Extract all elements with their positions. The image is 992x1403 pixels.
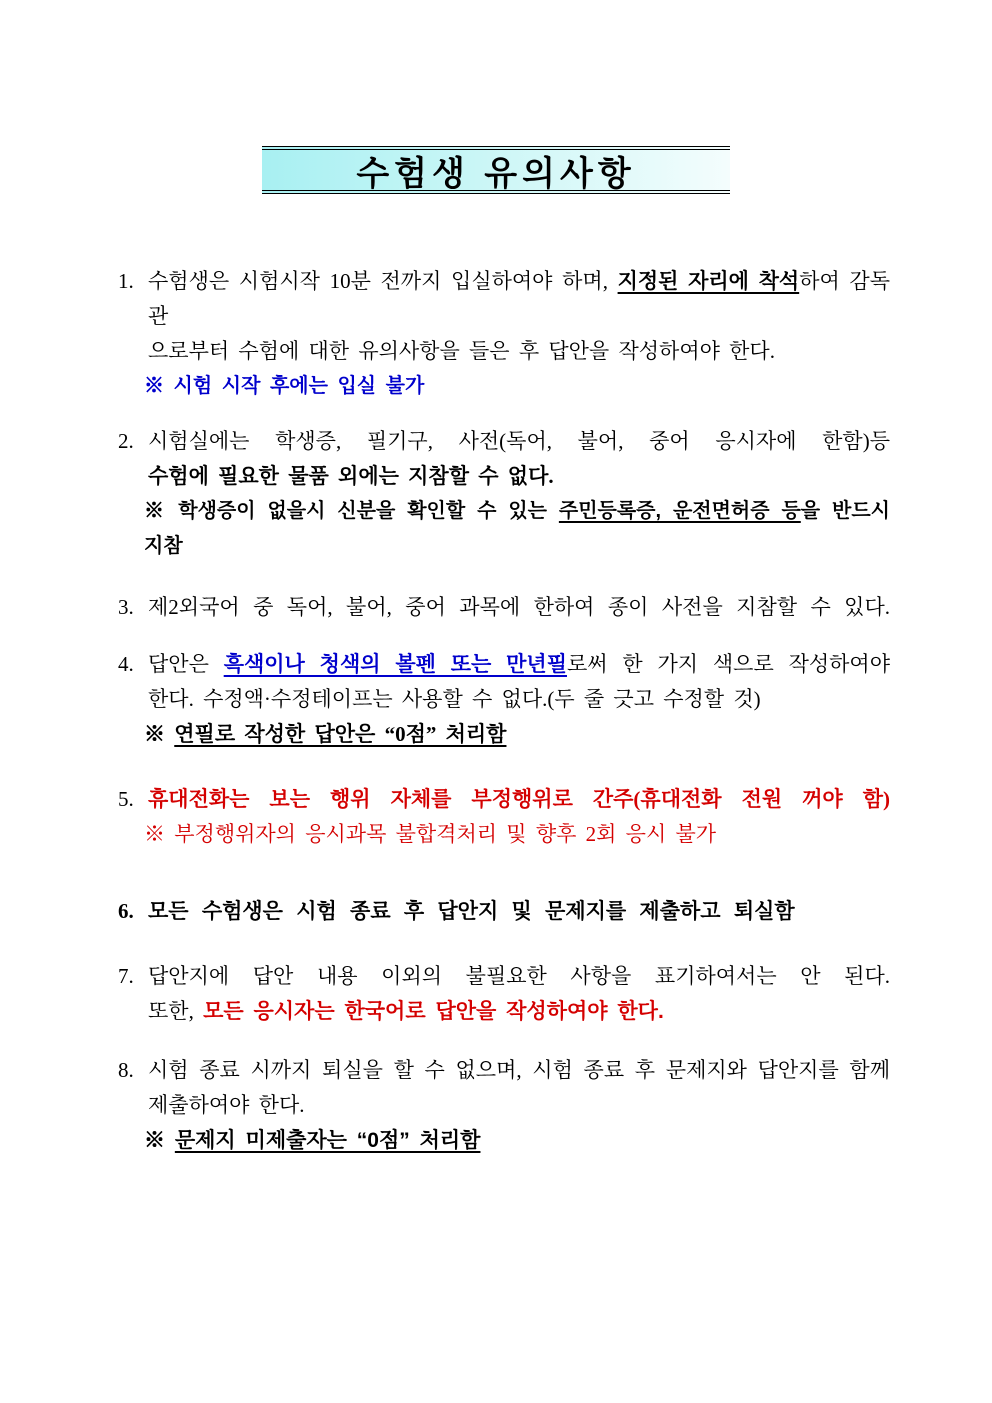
item-number: 6. (118, 899, 134, 923)
notice-item-4 (118, 647, 890, 752)
item-text-line: 시험실에는 학생증, 필기구, 사전(독어, 불어, 중어 응시자에 한함)등 (148, 429, 890, 453)
text-segment: 답안은 (148, 652, 224, 676)
item-text-line: 으로부터 수험에 대한 유의사항을 들은 후 답안을 작성하여야 한다. (148, 339, 775, 363)
item-text-line: 제2외국어 중 독어, 불어, 중어 과목에 한하여 종이 사전을 지참할 수 있다. (148, 595, 890, 619)
item-note: ※ 시험 시작 후에는 입실 불가 (144, 375, 425, 397)
item-note (144, 717, 890, 752)
text-segment: 을 반드시 지참 (144, 500, 890, 557)
item-number: 7. (118, 964, 134, 988)
item-text-line (148, 264, 890, 334)
item-text-line: 모든 수험생은 시험 종료 후 답안지 및 문제지를 제출하고 퇴실함 (148, 899, 795, 923)
item-number: 2. (118, 429, 134, 453)
emphasis-segment: 지정된 자리에 착석 (617, 269, 800, 293)
note-marker: ※ (144, 1129, 175, 1152)
page-title: 수험생 유의사항 (356, 154, 636, 193)
item-text-line (148, 647, 890, 682)
item-text-line: 답안지에 답안 내용 이외의 불필요한 사항을 표기하여서는 안 된다. (148, 964, 890, 988)
text-segment: 또한, (148, 999, 204, 1023)
emphasis-segment: 모든 응시자는 한국어로 답안을 작성하여야 한다. (203, 1000, 664, 1023)
notice-item-8 (118, 1053, 890, 1158)
notice-item-3 (118, 590, 890, 625)
notice-list (118, 264, 890, 1158)
item-note (144, 494, 890, 564)
item-text-line: 휴대전화는 보는 행위 자체를 부정행위로 간주(휴대전화 전원 꺼야 함) (148, 787, 890, 811)
item-number: 1. (118, 269, 134, 293)
item-number: 5. (118, 787, 134, 811)
notice-item-2 (118, 424, 890, 564)
item-text-line: 시험 종료 시까지 퇴실을 할 수 없으며, 시험 종료 후 문제지와 답안지를 함께 (148, 1058, 890, 1082)
text-segment: 하여 감독관 (148, 269, 890, 328)
text-segment: 로써 한 가지 색으로 작성하여야 (566, 652, 890, 676)
notice-item-5 (118, 782, 890, 852)
item-text-line: 제출하여야 한다. (148, 1093, 305, 1117)
item-number: 3. (118, 595, 134, 619)
item-text-line: 한다. 수정액·수정테이프는 사용할 수 없다.(두 줄 긋고 수정할 것) (148, 687, 761, 711)
text-segment: 수험생은 시험시작 10분 전까지 입실하여야 하며, (148, 269, 618, 293)
item-number: 8. (118, 1058, 134, 1082)
item-number: 4. (118, 652, 134, 676)
underline-segment: 주민등록증, 운전면허증 등 (558, 500, 801, 522)
emphasis-segment: 흑색이나 청색의 볼펜 또는 만년필 (223, 652, 567, 676)
item-text-line (148, 994, 890, 1029)
notice-item-7 (118, 959, 890, 1029)
item-note (144, 1123, 890, 1158)
underline-segment: 연필로 작성한 답안은 “0점” 처리함 (174, 722, 507, 746)
text-segment: ※ 학생증이 없을시 신분을 확인할 수 있는 (144, 500, 559, 522)
notice-item-1 (118, 264, 890, 404)
notice-item-6 (118, 894, 890, 929)
note-marker: ※ (144, 722, 175, 746)
item-note: ※ 부정행위자의 응시과목 불합격처리 및 향후 2회 응시 불가 (144, 822, 717, 846)
title-banner (262, 146, 730, 194)
underline-segment: 문제지 미제출자는 “0점” 처리함 (174, 1129, 481, 1152)
item-text-line: 수험에 필요한 물품 외에는 지참할 수 없다. (148, 464, 554, 488)
